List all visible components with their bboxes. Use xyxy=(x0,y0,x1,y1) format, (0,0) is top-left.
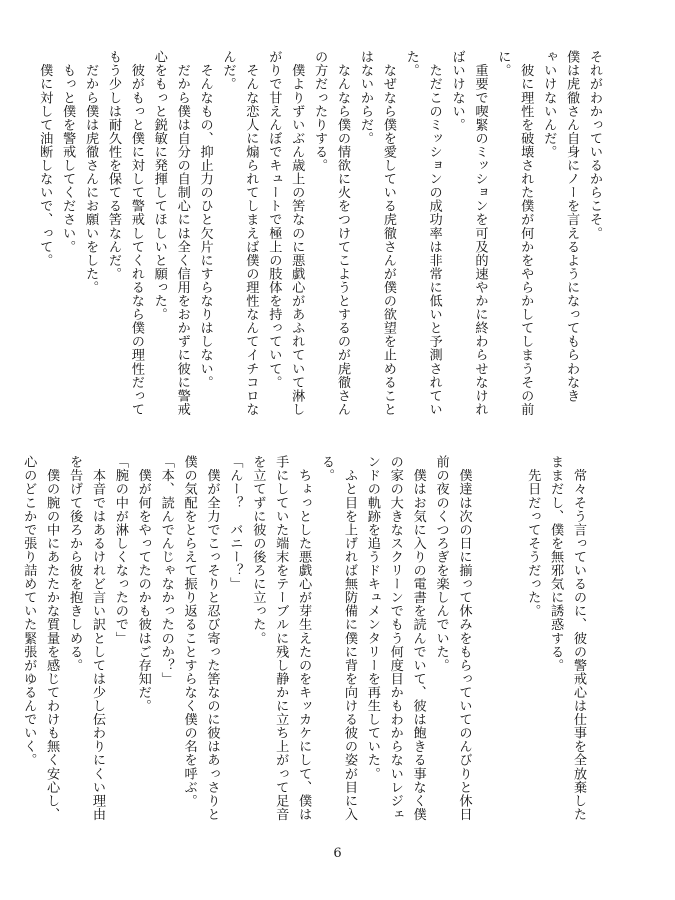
text-line: 本音ではあるけれど言い訳としては少し伝わりにくい理由 xyxy=(89,455,105,821)
text-line: そんなもの、抑止力のひと欠片にすらなりはしない。 xyxy=(197,50,213,389)
text-line: を立てずに彼の後ろに立った。 xyxy=(250,455,266,645)
text-line: ゃいけないんだ。 xyxy=(541,50,557,159)
text-line: 「んー？ バニー？」 xyxy=(227,455,243,591)
text-line: 僕達は次の日に揃って休みをもらっていてのんびりと休日 xyxy=(456,455,472,821)
text-line: 彼がもっと僕に対して警戒してくれるなら僕の理性だって xyxy=(128,50,144,416)
text-line: の方だったりする。 xyxy=(312,50,328,172)
page-number: 6 xyxy=(333,846,342,861)
text-line: 僕が全力でこっそりと忍び寄った筈なのに彼はあっさりと xyxy=(204,455,220,821)
text-line: そんな恋人に煽られてしまえば僕の理性なんてイチコロな xyxy=(243,50,259,416)
text-line: 僕はお気に入りの電書を読んでいて、彼は飽きる事なく僕 xyxy=(410,455,426,821)
text-line xyxy=(497,455,520,815)
text-line: 僕は虎徹さん自身にノーを言えるようになってもらわなき xyxy=(564,50,580,403)
text-line: 僕が何をやってたのかも彼はご存知だ。 xyxy=(135,455,151,713)
text-line: ばいけない。 xyxy=(449,50,465,132)
text-line: 手にしていた端末をテーブルに残し静かに立ち上がって足音 xyxy=(273,455,289,821)
text-line: 常々そう言っているのに、彼の警戒心は仕事を全放棄した xyxy=(571,455,586,821)
text-line: もう少しは耐久性を保てる筈なんだ。 xyxy=(105,50,121,281)
text-line: なぜなら僕を愛している虎徹さんが僕の欲望を止めること xyxy=(380,50,396,416)
text-line: 心のどこかで張り詰めていた緊張がゆるんでいく。 xyxy=(21,455,37,767)
text-line: の家の大きなスクリーンでもう何度目かもわからないレジェ xyxy=(387,455,403,821)
text-line: 僕の腕の中にあたたかな質量を感じてわけも無く安心し、 xyxy=(44,455,60,821)
text-line: ままだし、僕を無邪気に誘惑する。 xyxy=(548,455,564,672)
vertical-text-block-top xyxy=(32,50,605,416)
text-line: た。 xyxy=(403,50,419,78)
text-line: 彼に理性を破壊された僕が何かをやらかしてしまうその前 xyxy=(518,50,534,416)
text-line: だから僕は虎徹さんにお願いをした。 xyxy=(83,50,99,294)
text-line: を告げて後ろから彼を抱きしめる。 xyxy=(67,455,83,672)
text-line: んだ。 xyxy=(220,50,236,91)
vertical-text-block-bottom xyxy=(16,455,589,821)
text-line: 僕に対して油断しないで、って。 xyxy=(37,50,53,267)
text-line: ただこのミッションの成功率は非常に低いと予測されてい xyxy=(426,50,442,416)
text-line: だから僕は自分の自制心には全く信用をおかずに彼に警戒 xyxy=(174,50,190,416)
text-line: はないからだ。 xyxy=(357,50,373,145)
text-line: 僕よりずいぶん歳上の筈なのに悪戯心があふれていて淋し xyxy=(289,50,305,416)
text-line: に。 xyxy=(495,50,511,78)
text-line: がりで甘えんぼでキュートで極上の肢体を持っていて。 xyxy=(266,50,282,389)
text-line: ふと目を上げれば無防備に僕に背を向ける彼の姿が目に入 xyxy=(341,455,357,821)
text-line: 「腕の中が淋しくなったので」 xyxy=(112,455,128,645)
text-line xyxy=(474,455,497,815)
text-line: それがわかっているからこそ。 xyxy=(587,50,602,240)
text-line: 先日だってそうだった。 xyxy=(525,455,541,618)
text-line: もっと僕を警戒してください。 xyxy=(60,50,76,254)
text-line: なんなら僕の情欲に火をつけてこようとするのが虎徹さん xyxy=(335,50,351,416)
text-line: 心をもっと鋭敏に発揮してほしいと願った。 xyxy=(151,50,167,321)
text-line: ンドの軌跡を追うドキュメンタリーを再生していた。 xyxy=(364,455,380,781)
text-line: ちょっとした悪戯心が芽生えたのをキッカケにして、僕は xyxy=(296,455,312,821)
text-line: 「本、読んでんじゃなかったのか？」 xyxy=(158,455,174,686)
text-line: 重要で喫緊のミッションを可及的速やかに終わらせなけれ xyxy=(472,50,488,416)
text-line: 僕の気配をとらえて振り返ることすらなく僕の名を呼ぶ。 xyxy=(181,455,197,808)
text-line: 前の夜のくつろぎを楽しんでいた。 xyxy=(433,455,449,672)
text-line: る。 xyxy=(319,455,335,483)
